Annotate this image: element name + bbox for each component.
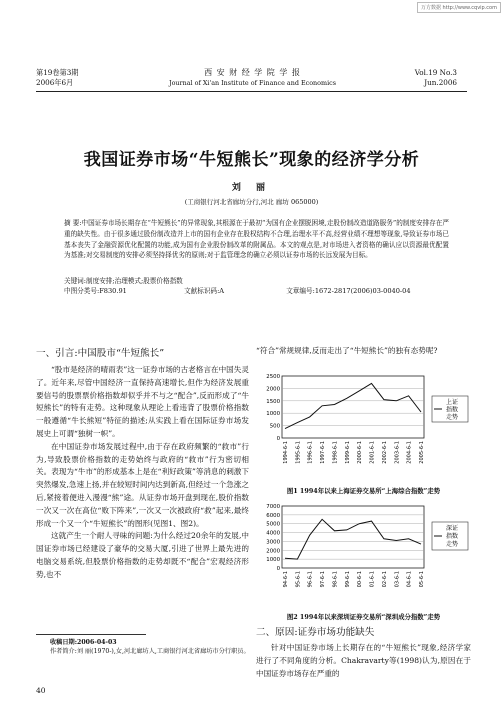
x-tick-label: 03-6-1 [394, 571, 401, 588]
journal-issue [36, 68, 78, 88]
legend-label-2c: 走势 [446, 541, 459, 548]
y-tick-label: 0 [276, 566, 280, 572]
paragraph: “股市是经济的晴雨表”这一证券市场的古老格言在中国失灵了。近年来,尽管中国经济一直保持高速增长,但作为经济发展重要信号的股票票价格指数却似乎并不与之“配合”,反而形成了“牛短熊长”的特有走势。这种现象从理论上看违背了股票价格指数一般遵循“牛长熊短”特征的描述;从实践上看在国际证券市场发展史上可谓“独树一帜”。 [36, 365, 249, 438]
journal-name [140, 68, 365, 88]
document-code: 文献标识码:A [184, 287, 225, 295]
legend-label-1b: 指数 [446, 406, 459, 414]
paragraph-continued: “符合”常规规律,反而走出了“牛短熊长”的独有态势呢? [256, 346, 438, 355]
author-affiliation: (工商银行河北省廊坊分行,河北 廊坊 065000) [184, 198, 319, 206]
x-tick-label: 1999-6-1 [344, 441, 351, 464]
x-tick-label: 2002-6-1 [381, 441, 388, 464]
issue-date: 2006年6月 [36, 78, 74, 87]
classification-number: 中图分类号:F830.91 [64, 287, 127, 295]
date-en: Jun.2006 [424, 78, 457, 87]
y-tick-label: 3000 [266, 539, 280, 546]
plot-area-1 [282, 376, 424, 438]
x-tick-label: 97-6-1 [320, 571, 327, 588]
watermark: 万方数据 http://www.cqvip.com [417, 2, 501, 13]
legend-label-1c: 走势 [446, 414, 459, 421]
y-tick-label: 2000 [266, 386, 280, 393]
x-tick-label: 1998-6-1 [332, 441, 339, 464]
plot-area-2 [282, 506, 424, 568]
article-number: 文章编号:1672-2817(2006)03-0040-04 [286, 287, 411, 295]
y-tick-label: 7000 [266, 504, 280, 510]
x-tick-label: 2003-6-1 [394, 441, 401, 464]
series-line-shenzhen [285, 519, 421, 559]
x-tick-label: 2005-6-1 [419, 441, 425, 464]
paragraph: 这就产生一个耐人寻味的问题:为什么经过20余年的发展,中国证券市场已经建设了豪华的交易大厦,引进了世界上最先进的电脑交易系统,但股票价格指数的走势却既不“配合”宏观经济形势,也不 [36, 531, 249, 579]
section-heading-cause: 二、原因:证券市场功能缺失 [256, 627, 375, 638]
article-title: 我国证券市场“牛短熊长”现象的经济学分析 [83, 150, 420, 170]
x-tick-label: 99-6-1 [344, 571, 351, 588]
y-tick-label: 5000 [266, 521, 280, 528]
x-tick-label: 1996-6-1 [307, 441, 314, 464]
legend-label-2a: 深证 [446, 525, 459, 532]
keywords: 关键词:制度安排;治理模式;股票价格指数 [64, 277, 183, 285]
y-tick-label: 2500 [266, 374, 280, 380]
y-tick-label: 1000 [266, 411, 280, 418]
chart-shanghai-index [256, 372, 471, 482]
author-name: 刘 丽 [231, 183, 272, 193]
paragraph: 针对中国证券市场上长期存在的“牛短熊长”现象,经济学家进行了不同角度的分析。Chakravarty等(1998)认为,原因在于中国证券市场存在严重的 [256, 643, 471, 678]
x-tick-label: 00-6-1 [357, 571, 364, 588]
x-tick-label: 04-6-1 [406, 571, 413, 588]
x-tick-label: 95-6-1 [295, 571, 302, 588]
x-tick-label: 1997-6-1 [320, 441, 327, 464]
x-tick-label: 05-6-1 [419, 571, 425, 588]
y-tick-label: 4000 [266, 530, 280, 537]
received-date: 收稿日期:2006-04-03 [50, 639, 117, 646]
paragraph: 在中国证券市场发展过程中,由于存在政府频繁的“救市”行为,导致股票价格指数的走势始终与政府的“救市”行为密切相关。表现为“牛市”的形成基本上是在“利好政策”等消息的刺激下突然爆发,急速上扬,并在较短时间内达到新高,但经过一个急涨之后,紧接着便进入漫漫“熊”途。从证券市场开盘到现在,股价指数一次又一次在高位“败下阵来”,一次又一次被政府“救”起来,最终形成一个又一个“牛短熊长”的图形(见图1、图2)。 [36, 441, 249, 528]
y-tick-label: 1500 [266, 398, 280, 405]
header-rule [36, 91, 467, 92]
right-column-bottom [256, 626, 471, 680]
author-bio: 作者简介:刘 丽(1970-),女,河北廊坊人,工商银行河北省廊坊市分行职员。 [50, 648, 250, 655]
x-tick-label: 01-6-1 [369, 571, 376, 588]
y-tick-label: 1000 [266, 557, 280, 564]
x-tick-label: 96-6-1 [307, 571, 314, 588]
journal-title-en: Journal of Xi'an Institute of Finance and Economics [169, 79, 336, 87]
volume-en: Vol.19 No.3 [414, 68, 457, 77]
y-tick-label: 6000 [266, 512, 280, 519]
legend-label-1a: 上证 [446, 399, 459, 406]
y-tick-label: 0 [276, 436, 280, 442]
x-tick-label: 02-6-1 [381, 571, 388, 588]
x-tick-label: 1994-6-1 [283, 441, 289, 464]
right-column-top [256, 345, 471, 358]
figure-1-caption: 图1 1994年以来上海证券交易所“上海综合指数”走势 [286, 487, 441, 495]
abstract: 摘 要:中国证券市场长期存在“牛短熊长”的异常现象,其根源在于最初“为国有企业摆脱困境,走股份制改造道路服务”的制度安排存在严重的缺失性。由于很多通过股份制改造并上市的国有企业存在股权结构不合理,治理水平不高,经营业绩不理想等现象,导致证券市场已基本丧失了金融资源优化配置的功能,成为国有企业股份制改革的附属品。本文的观点是,对市场进入者资格的确认应以资源最优配置为基准;对交易制度的安排必须坚持择优劣的原则;对于监管理念的确立必须以证券市场的长远发展为目标。 [64, 219, 449, 260]
legend-label-2b: 指数 [446, 533, 459, 540]
left-column [36, 347, 249, 582]
journal-title-cn: 西 安 财 经 学 院 学 报 [204, 68, 301, 77]
footnote-rule [36, 634, 146, 635]
section-heading-intro: 一、引言:中国股市“牛短熊长” [36, 348, 165, 359]
figure-2-caption: 图2 1994年以来深圳证券交易所“深圳成分指数”走势 [286, 613, 441, 621]
y-tick-label: 500 [269, 423, 280, 430]
chart-shenzhen-index [256, 502, 471, 612]
volume-issue: 第19卷第3期 [36, 68, 79, 77]
footnote [50, 638, 250, 656]
x-tick-label: 2001-6-1 [369, 441, 376, 464]
series-line-shanghai [285, 383, 421, 428]
x-tick-label: 94-6-1 [283, 571, 289, 588]
y-tick-label: 2000 [266, 548, 280, 555]
x-tick-label: 2004-6-1 [406, 441, 413, 464]
journal-volume-en [415, 68, 457, 88]
x-tick-label: 2000-6-1 [357, 441, 364, 464]
page-number: 40 [36, 686, 46, 695]
article-meta [64, 276, 449, 296]
x-tick-label: 98-6-1 [332, 571, 339, 588]
x-tick-label: 1995-6-1 [295, 441, 302, 464]
